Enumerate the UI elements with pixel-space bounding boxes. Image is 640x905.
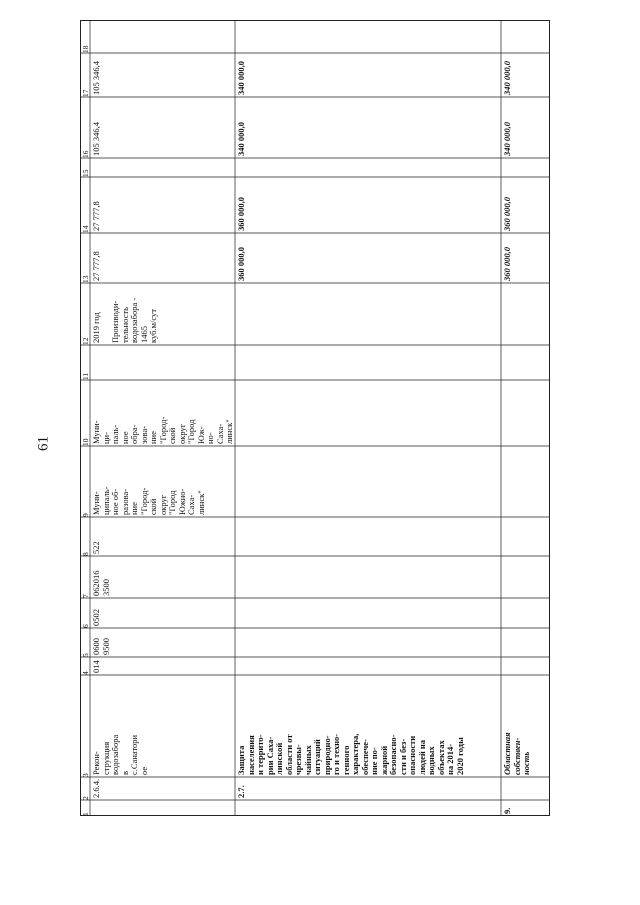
budget-table <box>80 20 550 816</box>
row-9-col-17: 340 000,0 <box>502 61 512 95</box>
row-2-7-col-13: 360 000,0 <box>236 247 246 281</box>
column-number: 2 <box>81 796 90 800</box>
row-2-7-col-17: 340 000,0 <box>236 61 246 95</box>
column-number: 8 <box>81 552 90 556</box>
column-number: 12 <box>81 337 90 345</box>
row-2-6-4-col-7: 062016 3500 <box>91 570 111 596</box>
column-number: 17 <box>81 89 90 97</box>
column-number: 7 <box>81 594 90 598</box>
row-2-7-col-16: 340 000,0 <box>236 122 246 156</box>
row-2-7-col-2: 2.7. <box>236 785 246 798</box>
row-2-6-4-col-2: 2.6.4. <box>91 778 101 798</box>
row-2-6-4-col-17: 105 346,4 <box>91 61 101 95</box>
row-2-6-4-col-14: 27 777,8 <box>91 201 101 231</box>
column-number: 6 <box>81 624 90 628</box>
row-2-6-4-col-9: Муни- ципаль- ное об- разова- ние "Город- ской округ "Город Южно- Саха- линск" <box>91 486 206 515</box>
row-2-6-4-col-13: 27 777,8 <box>91 251 101 281</box>
row-2-6-4-col-4: 014 <box>91 660 101 673</box>
column-number: 13 <box>81 275 90 283</box>
row-2-6-4-col-6: 0502 <box>91 609 101 626</box>
column-number: 18 <box>81 45 90 53</box>
row-2-7-col-14: 360 000,0 <box>236 197 246 231</box>
row-2-6-4-col-12: 2019 год Производи- тельность водозабора - 1465 куб.м/сут <box>91 297 158 343</box>
column-number: 9 <box>81 513 90 517</box>
column-number: 16 <box>81 150 90 158</box>
row-2-6-4-col-10: Муни- ци- паль- ное обра- зова- ние "Город- ской округ "Город Юж- но- Саха- линск" <box>91 416 234 444</box>
row-2-7-col-3: Защита населения и террито- рии Саха- линской области от чрезвы- чайных ситуаций природно- го и техно- генного характера, обеспече- ние по- жарной безопасно- сти и без- опасности людей на водных объектах на 2014- 2020 годы <box>236 733 465 775</box>
column-number: 11 <box>81 372 90 380</box>
row-9-col-13: 360 000,0 <box>502 247 512 281</box>
row-2-6-4-col-16: 105 346,4 <box>91 122 101 156</box>
row-9-col-3: Областная собствен- ность <box>502 732 531 775</box>
row-2-6-4-col-3: Рекон- струкция водозабора в с.Санатори ое <box>91 734 149 775</box>
row-9-col-14: 360 000,0 <box>502 197 512 231</box>
row-9-col-16: 340 000,0 <box>502 122 512 156</box>
column-number: 5 <box>81 653 90 657</box>
row-9-col-1: 9. <box>502 807 512 814</box>
page-number: 61 <box>35 436 52 451</box>
column-number: 15 <box>81 169 90 177</box>
column-number: 10 <box>81 438 90 446</box>
column-number: 1 <box>81 812 90 816</box>
column-number: 3 <box>81 773 90 777</box>
column-number: 14 <box>81 225 90 233</box>
row-2-6-4-col-5: 0600 9500 <box>91 638 111 655</box>
column-number: 4 <box>81 671 90 675</box>
row-2-6-4-col-8: 522 <box>91 541 101 554</box>
